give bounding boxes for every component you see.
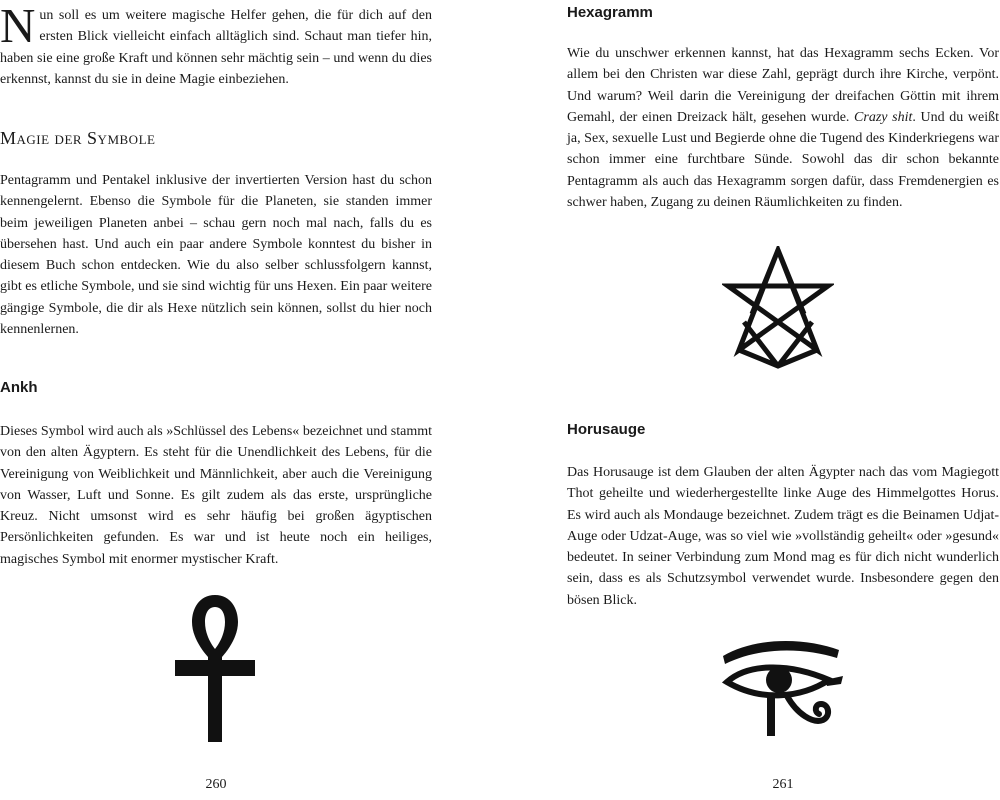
ankh-title: Ankh — [0, 379, 38, 396]
drop-cap: N — [0, 0, 36, 53]
right-page — [567, 0, 999, 800]
chapter-text: Pentagramm und Pentakel inklusive der invertierten Version hast du schon kennengelernt. Ebenso die Symbole für die Planeten, sie standen immer beim jeweiligen Planeten anbei – schau gern noch mal nach, falls du es übersehen hast. Und auch ein paar andere Symbole konntest du bisher in diesem Buch schon entdecken. Wie du also selber schlussfolgern kannst, gibt es etliche Symbole, und sie sind wichtig für uns Hexen. Ein paar weitere gängige Symbole, die dir als Hexe nützlich sein können, sollst du hier noch kennenlernen. — [0, 173, 432, 338]
hexagramm-text-1: Wie du unschwer erkennen kannst, hat das Hexagramm sechs Ecken. Vor allem bei den Christen war diese Zahl, geprägt durch ihre Kirche, verpönt. Und warum? Weil darin die Vereinigung der dreifachen Göttin mit ihrem Gemahl, der einen Dreizack hält, gesehen wurde. — [567, 46, 999, 125]
intro-text: un soll es um weitere magische Helfer gehen, die für dich auf den ersten Blick vielleicht einfach alltäglich sind. Schaut man tiefer hin, haben sie eine große Kraft und können sehr mächtig sein – und wenn du dies erkennst, kannst du sie in deine Magie einbeziehen. — [0, 8, 432, 87]
chapter-title: Magie der Symbole — [0, 128, 156, 148]
ankh-text: Dieses Symbol wird auch als »Schlüssel des Lebens« bezeichnet und stammt von den alten Ägyptern. Es steht für die Unendlichkeit des Lebens, für die Vereinigung von Weiblichkeit und Männlichkeit, aber auch die Vereinigung von Wasser, Luft und Sonne. Es gilt zudem als das erste, ursprüngliche Kreuz. Nicht umsonst wird es sehr häufig bei großen ägyptischen Persönlichkeiten gefunden. Es war und ist heute noch ein heiliges, magisches Symbol mit enormer mystischer Kraft. — [0, 424, 432, 567]
hexagramm-text-2: . Und du weißt ja, Sex, sexuelle Lust und Begierde ohne die Tugend des Kinderkriegens war schon immer eine furchtbare Sünde. Sowohl das dir schon bekannte Pentagramm als auch das Hexagramm sorgen dafür, dass Fremdenergien es schwer haben, Zugang zu deinen Räumlichkeiten zu finden. — [567, 109, 999, 211]
left-page — [0, 0, 432, 800]
unicursal-hexagram-icon — [722, 246, 834, 370]
intro-paragraph — [0, 0, 432, 90]
horusauge-paragraph — [567, 462, 999, 611]
hexagramm-paragraph — [567, 43, 999, 213]
horusauge-text: Das Horusauge ist dem Glauben der alten Ägypter nach das vom Magiegott Thot geheilte und wiederhergestellte linke Auge des Himmelgottes Horus. Es wird auch als Mondauge bezeichnet. Zudem trägt es die Beinamen Udjat-Auge oder Udzat-Auge, was so viel wie »vollständig geheilt« oder »gesund« bedeutet. In seiner Verbindung zum Mond mag es für dich nicht wunderlich sein, dass es als Schutzsymbol verwendet wurde. Insbesondere gegen den bösen Blick. — [567, 465, 999, 608]
eye-of-horus-icon — [717, 636, 847, 746]
page-number-right: 261 — [772, 777, 794, 792]
hexagramm-title: Hexagramm — [567, 4, 653, 21]
page-number-left: 260 — [205, 777, 227, 792]
horusauge-title: Horusauge — [567, 421, 646, 438]
hexagramm-text-italic: Crazy shit — [854, 109, 913, 125]
ankh-icon — [172, 592, 258, 744]
chapter-paragraph — [0, 170, 432, 340]
ankh-paragraph — [0, 421, 432, 570]
